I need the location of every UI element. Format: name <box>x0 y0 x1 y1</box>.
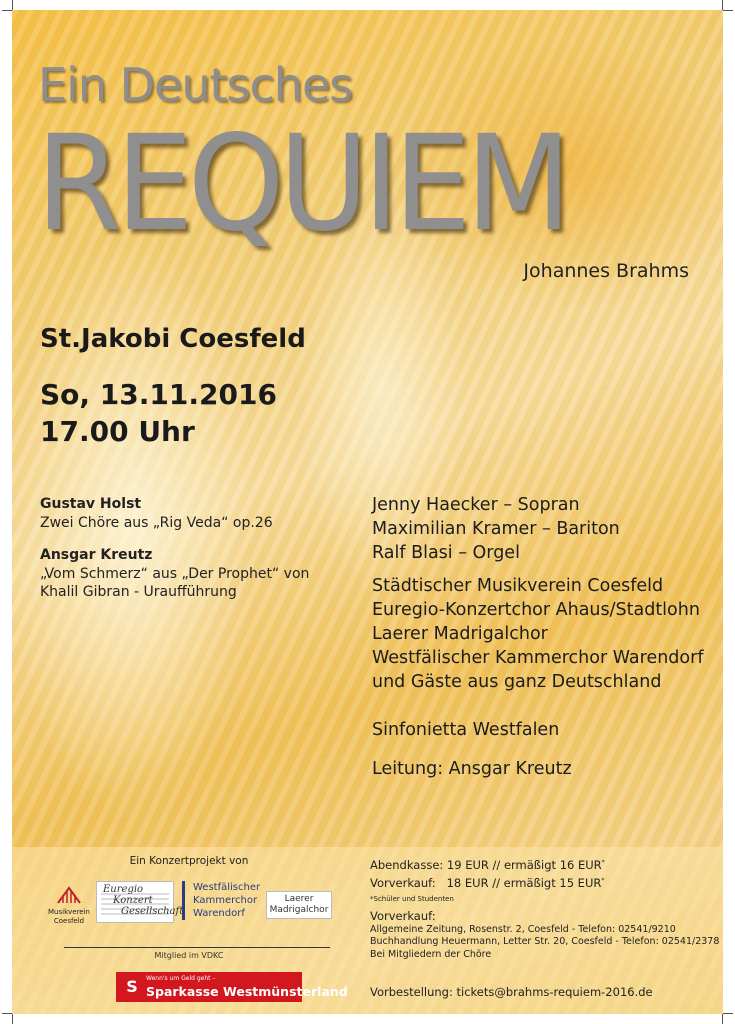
orchestra: Sinfonietta Westfalen <box>372 720 560 740</box>
event-time: 17.00 Uhr <box>40 415 195 448</box>
ticket-info <box>370 855 720 999</box>
conductor: Leitung: Ansgar Kreutz <box>372 759 572 779</box>
kammerchor-text: Westfälischer <box>193 882 261 893</box>
soloist: Jenny Haecker – Sopran <box>372 495 580 515</box>
event-datetime <box>40 376 277 450</box>
euregio-text: Euregio <box>103 884 144 895</box>
euregio-text: Konzert <box>113 895 153 906</box>
vorverkauf-price <box>370 873 720 891</box>
venue: St.Jakobi Coesfeld <box>40 324 306 354</box>
title-line-2: REQUIEM <box>36 107 566 261</box>
choir: Laerer Madrigalchor <box>372 624 548 644</box>
laerer-text: Madrigalchor <box>269 905 329 915</box>
sparkasse-logo <box>116 972 348 1002</box>
vdkc-membership: Mitglied im VDKC <box>154 951 224 960</box>
program-item <box>40 545 340 601</box>
program-work: Khalil Gibran - Uraufführung <box>40 584 237 600</box>
choir: Euregio-Konzertchor Ahaus/Stadtlohn <box>372 600 700 620</box>
performers-list <box>372 493 722 781</box>
divider <box>64 947 330 948</box>
laerer-text: Laerer <box>284 894 314 904</box>
concert-poster <box>12 10 723 1014</box>
laerer-logo <box>266 891 332 919</box>
vorverkauf-location: Allgemeine Zeitung, Rosenstr. 2, Coesfeld - Telefon: 02541/9210 <box>370 923 676 935</box>
musikverein-text: Coesfeld <box>53 917 85 925</box>
kammerchor-logo <box>182 881 275 920</box>
project-label: Ein Konzertprojekt von <box>129 855 249 867</box>
event-date: So, 13.11.2016 <box>40 378 277 411</box>
musikverein-text: Musikverein <box>48 908 90 916</box>
abendkasse-text: Abendkasse: 19 EUR // ermäßigt 16 EUR <box>370 857 602 872</box>
soloist: Maximilian Kramer – Bariton <box>372 519 620 539</box>
crop-mark-bottom-left <box>2 1013 13 1024</box>
choir: und Gäste aus ganz Deutschland <box>372 672 662 692</box>
footnote-marker: * <box>601 876 605 884</box>
sponsor-area <box>44 855 348 999</box>
choir: Westfälischer Kammerchor Warendorf <box>372 648 704 668</box>
crop-mark-top-right <box>722 0 733 11</box>
vorverkauf-location: Bei Mitgliedern der Chöre <box>370 948 492 960</box>
program-composer: Ansgar Kreutz <box>40 547 153 563</box>
kammerchor-text: Warendorf <box>193 908 245 919</box>
composer-name: Johannes Brahms <box>523 260 689 282</box>
partner-logos <box>44 877 334 937</box>
abendkasse-price <box>370 855 720 873</box>
harp-emblem-icon <box>54 885 84 905</box>
soloist: Ralf Blasi – Orgel <box>372 543 520 563</box>
vorverkauf-heading: Vorverkauf: <box>370 908 436 923</box>
program-item <box>40 494 340 532</box>
vorverkauf-text: Vorverkauf: 18 EUR // ermäßigt 15 EUR <box>370 875 602 890</box>
sparkasse-s-icon: S <box>126 977 138 996</box>
euregio-logo <box>96 881 184 923</box>
program-work: Zwei Chöre aus „Rig Veda“ op.26 <box>40 515 273 531</box>
footnote-marker: * <box>601 859 605 866</box>
vorbestellung-email[interactable]: Vorbestellung: tickets@brahms-requiem-2016.de <box>370 985 653 999</box>
program-work: „Vom Schmerz“ aus „Der Prophet“ von <box>40 566 310 582</box>
kammerchor-text: Kammerchor <box>193 895 258 906</box>
sparkasse-slogan: Wenn's um Geld geht – <box>146 975 216 982</box>
program-list <box>40 494 340 614</box>
sparkasse-name: Sparkasse Westmünsterland <box>146 984 348 999</box>
crop-mark-bottom-right <box>722 1013 733 1024</box>
footer-panel <box>12 847 723 1014</box>
vorverkauf-location: Buchhandlung Heuermann, Letter Str. 20, Coesfeld - Telefon: 02541/2378 <box>370 936 720 948</box>
musikverein-logo <box>44 885 94 926</box>
program-composer: Gustav Holst <box>40 496 142 512</box>
title-line-1: Ein Deutsches <box>38 58 353 112</box>
price-footnote: *Schüler und Studenten <box>370 894 454 903</box>
choir: Städtischer Musikverein Coesfeld <box>372 576 664 596</box>
euregio-text: Gesellschaft <box>121 906 184 917</box>
